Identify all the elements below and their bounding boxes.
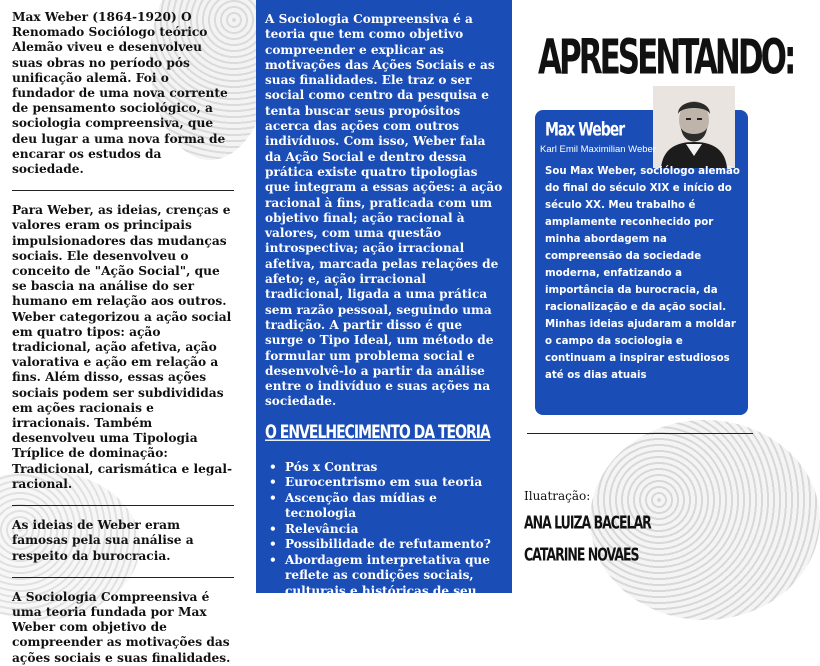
social-action-paragraph: Para Weber, as ideias, crenças e valores eram os principais impulsionadores das mudanças sociais. Ele desenvolveu o conceito de "Ação Social", que se bascia na análise do ser humano em relação aos outros. Weber categorizou a ação social em quatro tipos: ação tradicional, ação afetiva, ação valorativa e ação em relação a fins. Além disso, essas ações sociais podem ser subdivididas em ações racionais e irracionais. Também desenvolveu uma Tipologia Tríplice de dominação: Tradicional, carismática e legal-racional. xyxy=(12,203,233,491)
divider xyxy=(12,190,234,191)
divider xyxy=(12,577,234,578)
illustration-label: Iluatração: xyxy=(524,489,591,503)
portrait-photo xyxy=(653,86,735,168)
page-title: APRESENTANDO: xyxy=(538,30,794,86)
illustrator-name: ANA LUIZA BACELAR xyxy=(524,511,651,533)
list-item: • Ascenção das mídias e tecnologia xyxy=(265,491,504,522)
theory-description: A Sociologia Compreensiva é a teoria que tem como objetivo compreender e explicar as motivações das Ações Sociais e as suas finalidades. Ele traz o ser social como centro da pesquisa e tenta buscar seus propósitos acerca das ações com outros indivíduos. Com isso, Weber fala da Ação Social e dentro dessa prática existe quatro tipologias que integram a essas ações: a ação racional à fins, praticada com um objetivo final; ação racional à valores, com uma questão introspectiva; ação irracional afetiva, marcada pelas relações de afeto; e, ação irracional tradicional, ligada a uma prática sem razão pessoal, seguindo uma tradição. A partir disso é que surge o Tipo Ideal, um método de formular um problema social e desenvolvê-lo a partir da análise entre o indivíduo e suas ações na sociedade. xyxy=(265,12,503,409)
list-item: • Relevância xyxy=(265,522,504,538)
portrait-icon xyxy=(653,86,735,168)
aging-theory-list xyxy=(265,460,504,646)
list-item: • Abordagem interpretativa que reflete as condições sociais, culturais e históricas de seu tempo xyxy=(265,553,504,615)
left-column xyxy=(12,10,234,666)
aging-theory-heading: O ENVELHECIMENTO DA TEORIA xyxy=(265,421,490,444)
profile-bio: Sou Max Weber, sociólogo alemão do final do século XIX e início do século XX. Meu trabalho é amplamente reconhecido por minha abordagem na compreensão da sociedade moderna, enfatizando a importância da burocracia, da racionalização e da ação social. Minhas ideias ajudaram a moldar o campo da sociologia e continuam a inspirar estudiosos até os dias atuais xyxy=(545,166,740,381)
divider xyxy=(527,433,753,434)
list-item: • Conceitos aplicáveis para compreensão da sociedade xyxy=(265,615,504,646)
middle-column xyxy=(256,0,512,645)
comprehensive-sociology-paragraph: A Sociologia Compreensiva é uma teoria fundada por Max Weber com objetivo de compreender as motivações das ações sociais e suas finalidades. xyxy=(12,589,231,665)
illustrator-name: CATARINE NOVAES xyxy=(524,543,639,565)
profile-name: Max Weber xyxy=(545,120,625,141)
intro-paragraph: Max Weber (1864-1920) O Renomado Sociólogo teórico Alemão viveu e desenvolveu suas obras no período pós unificação alemã. Foi o fundador de uma nova corrente de pensamento sociológico, a sociologia compreensiva, que deu lugar a uma nova forma de encarar os estudos da sociedade. xyxy=(12,10,228,177)
divider xyxy=(12,505,234,506)
list-item: • Eurocentrismo em sua teoria xyxy=(265,475,504,491)
profile-full-name: Karl Emil Maximilian Weber xyxy=(540,144,656,155)
list-item: • Possibilidade de refutamento? xyxy=(265,537,504,553)
list-item: • Pós x Contras xyxy=(265,460,504,476)
bureaucracy-paragraph: As ideias de Weber eram famosas pela sua análise a respeito da burocracia. xyxy=(12,518,194,563)
